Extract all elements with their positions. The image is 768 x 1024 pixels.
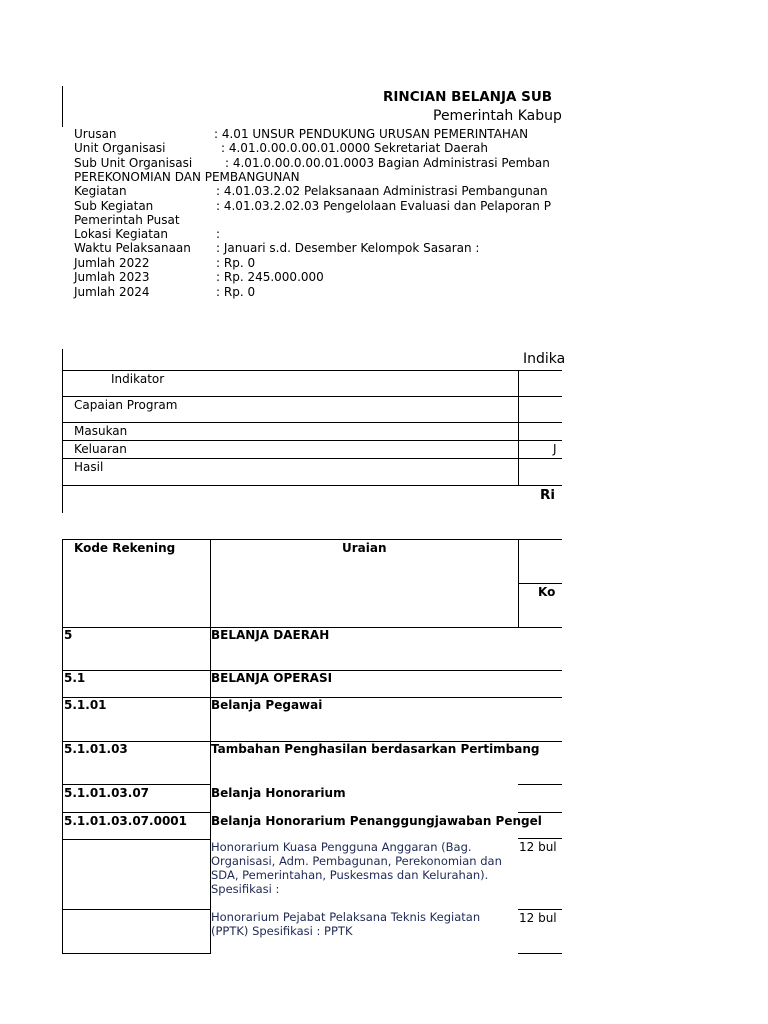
table-row-kode: 5.1.01.03 <box>64 742 128 756</box>
jumlah-2024-label: Jumlah 2024 <box>74 285 150 299</box>
indikator-col-header: Indikator <box>111 372 165 386</box>
table-row-uraian: Belanja Pegawai <box>211 698 323 712</box>
table-row-kode: 5.1.01 <box>64 698 107 712</box>
table-row-kode: 5.1.01.03.07.0001 <box>64 814 187 828</box>
indikator-heading: Indika <box>523 351 566 367</box>
kegiatan-value: : 4.01.03.2.02 Pelaksanaan Administrasi Pembangunan <box>216 184 548 198</box>
waktu-label: Waktu Pelaksanaan <box>74 241 191 255</box>
col-uraian: Uraian <box>342 541 387 555</box>
waktu-value: : Januari s.d. Desember Kelompok Sasaran : <box>216 241 480 255</box>
table-row-kode: 5 <box>64 628 73 642</box>
subkegiatan-value: : 4.01.03.2.02.03 Pengelolaan Evaluasi dan Pelaporan P <box>216 199 551 213</box>
table-row-uraian: Tambahan Penghasilan berdasarkan Pertimbang <box>211 742 540 756</box>
jumlah-2024-value: : Rp. 0 <box>216 285 256 299</box>
left-border-top <box>62 86 63 127</box>
subkegiatan-label: Sub Kegiatan <box>74 199 154 213</box>
item-koefisien: 12 bul <box>519 911 557 925</box>
indikator-row-capaian: Capaian Program <box>74 398 178 412</box>
kegiatan-label: Kegiatan <box>74 184 127 198</box>
table-row-uraian: Belanja Honorarium <box>211 786 346 800</box>
jumlah-2022-label: Jumlah 2022 <box>74 256 150 270</box>
urusan-label: Urusan <box>74 127 117 141</box>
table-row-uraian: BELANJA DAERAH <box>211 628 330 642</box>
item-koefisien: 12 bul <box>519 840 557 854</box>
item-uraian: Honorarium Kuasa Pengguna Anggaran (Bag. Organisasi, Adm. Pembagunan, Perekonomian dan SDA, Pemerintahan, Puskesmas dan Kelurahan). Spesifikasi : <box>211 840 502 896</box>
unit-label: Unit Organisasi <box>74 141 166 155</box>
rincian-heading: Ri <box>540 487 556 503</box>
keluaran-value: J <box>553 442 557 456</box>
unit-value: : 4.01.0.00.0.00.01.0000 Sekretariat Daerah <box>221 141 488 155</box>
subkegiatan-continuation: Pemerintah Pusat <box>74 213 180 227</box>
col-koefisien: Ko <box>538 585 556 599</box>
jumlah-2023-value: : Rp. 245.000.000 <box>216 270 324 284</box>
table-row-uraian: BELANJA OPERASI <box>211 671 333 685</box>
table-row-kode: 5.1 <box>64 671 86 685</box>
jumlah-2023-label: Jumlah 2023 <box>74 270 150 284</box>
subunit-value: : 4.01.0.00.0.00.01.0003 Bagian Administrasi Pemban <box>225 156 550 170</box>
indikator-row-masukan: Masukan <box>74 424 128 438</box>
item-uraian: Honorarium Pejabat Pelaksana Teknis Kegiatan (PPTK) Spesifikasi : PPTK <box>211 910 481 938</box>
table-row-kode: 5.1.01.03.07 <box>64 786 150 800</box>
jumlah-2022-value: : Rp. 0 <box>216 256 256 270</box>
urusan-value: : 4.01 UNSUR PENDUKUNG URUSAN PEMERINTAHAN <box>214 127 529 141</box>
indikator-row-hasil: Hasil <box>74 460 104 474</box>
col-kode-rekening: Kode Rekening <box>74 541 176 555</box>
subunit-label: Sub Unit Organisasi <box>74 156 193 170</box>
subunit-continuation: PEREKONOMIAN DAN PEMBANGUNAN <box>74 170 300 184</box>
document-title: RINCIAN BELANJA SUB <box>383 89 553 105</box>
indikator-row-keluaran: Keluaran <box>74 442 127 456</box>
document-subtitle: Pemerintah Kabup <box>433 108 562 124</box>
lokasi-value: : <box>216 227 221 241</box>
lokasi-label: Lokasi Kegiatan <box>74 227 168 241</box>
table-row-uraian: Belanja Honorarium Penanggungjawaban Pengel <box>211 814 542 828</box>
